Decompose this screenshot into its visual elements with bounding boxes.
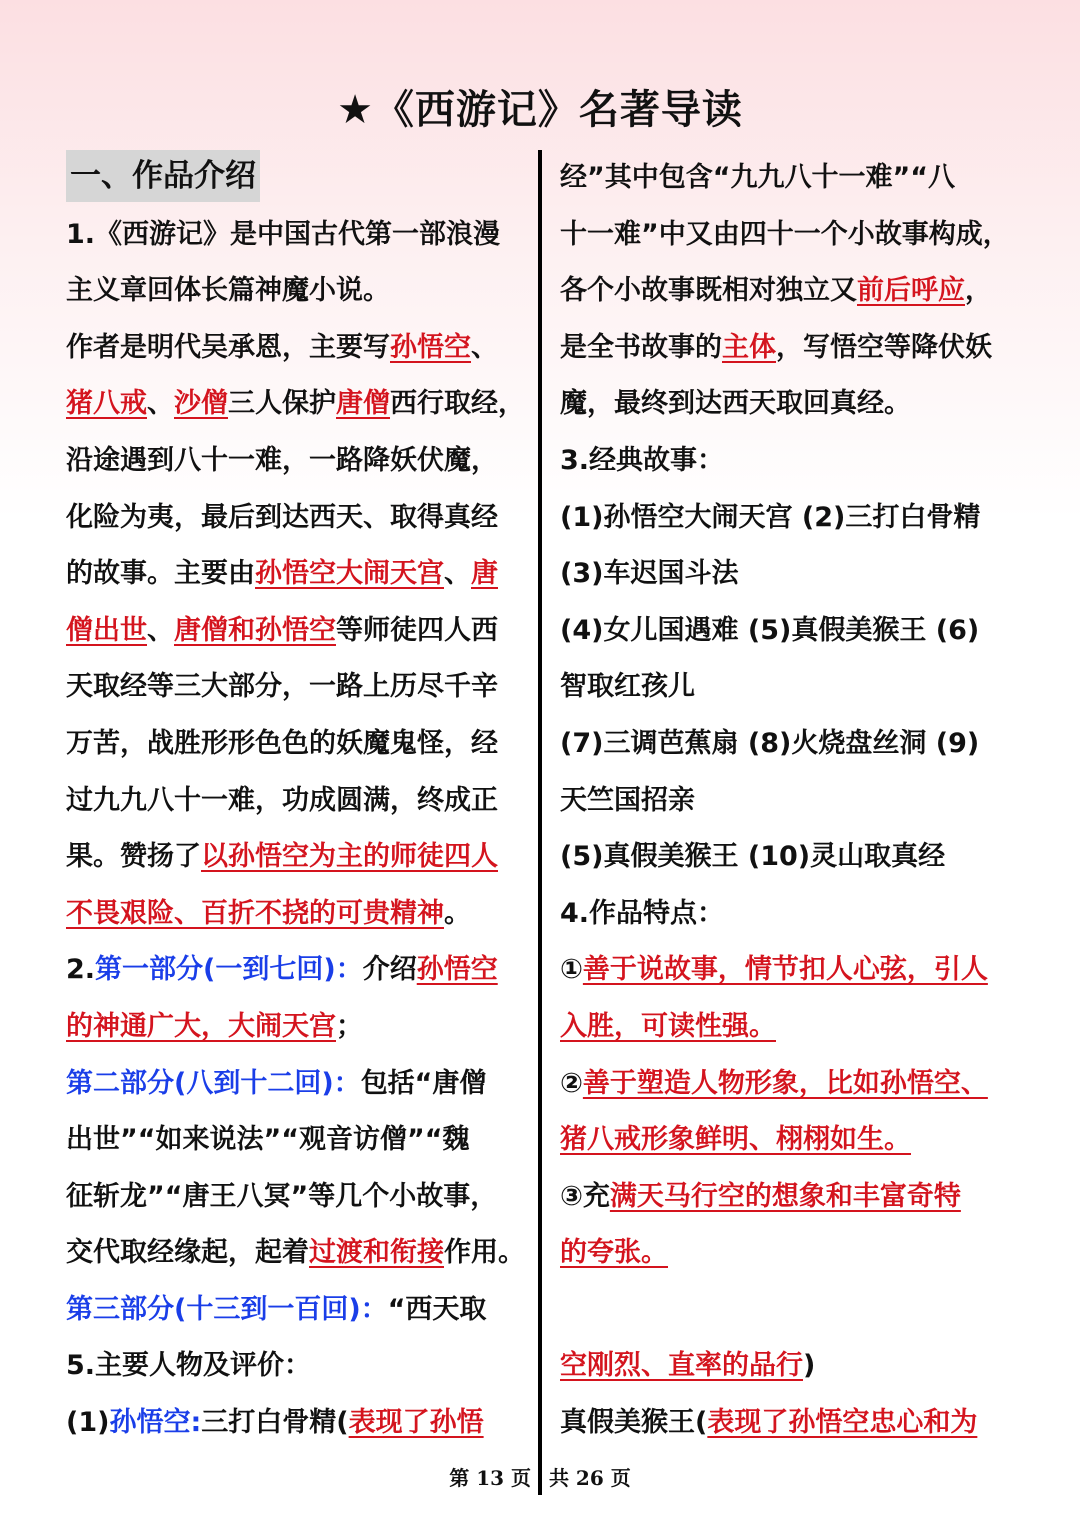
text-line [66, 207, 528, 264]
left-text-block [66, 207, 528, 1452]
body-text: 包括“唐僧 [360, 1067, 487, 1099]
text-line [560, 773, 1020, 830]
text-line [66, 829, 528, 886]
text-line [66, 1225, 528, 1282]
body-text: ，写悟空等降伏妖 [776, 331, 992, 363]
section-label: 第三部分(十三到一百回)： [66, 1293, 388, 1325]
highlight-text: 的神通广大，大闹天宫 [66, 1010, 336, 1042]
text-line [560, 546, 1020, 603]
text-line [560, 207, 1020, 264]
page-total: 共 26 页 [548, 1466, 631, 1490]
body-text: (5)真假美猴王 (10)灵山取真经 [560, 841, 946, 873]
text-line [560, 150, 1020, 207]
text-line [560, 376, 1020, 433]
highlight-text: 过渡和衔接 [309, 1237, 444, 1269]
text-line [66, 1169, 528, 1226]
body-text: 3.经典故事： [560, 444, 725, 476]
body-text: 经”其中包含“九九八十一难”“八 [560, 162, 955, 193]
body-text: 的故事。主要由 [66, 558, 255, 590]
body-text: 天取经等三大部分，一路上历尽千辛 [66, 671, 498, 703]
body-text: 作用。 [444, 1237, 525, 1269]
left-column [66, 150, 528, 1452]
body-text: 真假美猴王( [560, 1407, 708, 1439]
body-text: 1.《西游记》是中国古代第一部浪漫 [66, 218, 501, 250]
highlight-text: 孙悟空大闹天宫 [255, 558, 444, 590]
text-line [66, 716, 528, 773]
body-text: 各个小故事既相对独立又 [560, 275, 857, 307]
text-line [66, 1395, 528, 1452]
body-text: “西天取 [387, 1293, 487, 1325]
body-text: 主义章回体长篇神魔小说。 [66, 275, 390, 307]
text-line [560, 942, 1020, 999]
text-line [560, 320, 1020, 377]
text-line [66, 433, 528, 490]
highlight-text: 僧出世 [66, 614, 147, 646]
column-divider [538, 150, 542, 1495]
body-text: (7)三调芭蕉扇 (8)火烧盘丝洞 (9) [560, 727, 980, 759]
text-line [66, 1056, 528, 1113]
page-number: 第 13 页 [449, 1466, 532, 1490]
body-text: 2. [66, 954, 96, 986]
highlight-text: 猪八戒形象鲜明、栩栩如生。 [560, 1124, 911, 1156]
text-line [560, 263, 1020, 320]
section-label: 孙悟空: [109, 1407, 202, 1439]
highlight-text: 空刚烈、直率的品行 [560, 1350, 803, 1382]
body-text: 三人保护 [228, 388, 336, 420]
text-line [560, 1338, 1020, 1395]
highlight-text: 前后呼应 [857, 275, 965, 307]
highlight-text: 善于说故事，情节扣人心弦，引人 [582, 954, 988, 986]
text-line [560, 603, 1020, 660]
right-column [560, 150, 1020, 1452]
body-text: 沿途遇到八十一难，一路降妖伏魔， [66, 444, 498, 476]
text-line [560, 1169, 1020, 1226]
body-text: 万苦，战胜形形色色的妖魔鬼怪，经 [66, 727, 498, 759]
body-text: 4.作品特点： [560, 897, 725, 929]
body-text: 智取红孩儿 [560, 671, 695, 703]
text-line [66, 603, 528, 660]
text-line [66, 886, 528, 943]
highlight-text: 唐 [471, 558, 498, 590]
text-line [66, 942, 528, 999]
body-text: 天竺国招亲 [560, 784, 695, 816]
text-line [560, 1225, 1020, 1282]
text-line [66, 376, 528, 433]
body-text: ) [803, 1350, 816, 1382]
body-text: ② [560, 1067, 583, 1099]
body-text: (4)女儿国遇难 (5)真假美猴王 (6) [560, 614, 980, 646]
highlight-text: 猪八戒 [66, 388, 147, 420]
section-heading-row [66, 150, 528, 207]
body-text: 、 [471, 331, 498, 363]
highlight-text: 善于塑造人物形象，比如孙悟空、 [582, 1067, 988, 1099]
right-text-block [560, 150, 1020, 1452]
text-line [66, 546, 528, 603]
highlight-text: 孙悟空 [416, 954, 498, 986]
page-title: ★《西游记》名著导读 [337, 87, 743, 133]
text-line [66, 320, 528, 377]
highlight-text: 不畏艰险、百折不挠的可贵精神 [66, 897, 444, 929]
highlight-text: 的夸张。 [560, 1237, 668, 1269]
body-text: 5.主要人物及评价： [66, 1350, 312, 1382]
section-heading: 一、作品介绍 [66, 150, 260, 202]
body-text: 等师徒四人西 [336, 614, 498, 646]
body-text: 、 [444, 558, 471, 590]
text-line [560, 1056, 1020, 1113]
text-line [66, 1282, 528, 1339]
body-text: 十一难”中又由四十一个小故事构成， [560, 218, 1010, 250]
body-text: 。 [444, 897, 471, 929]
highlight-text: 主体 [722, 331, 776, 363]
body-text: 魔，最终到达西天取回真经。 [560, 388, 911, 420]
body-text: 介绍 [362, 954, 417, 986]
text-line [560, 999, 1020, 1056]
text-line [560, 886, 1020, 943]
body-text: ， [965, 275, 992, 307]
body-text: 、 [147, 388, 174, 420]
body-text: 化险为夷，最后到达西天、取得真经 [66, 501, 498, 533]
text-line [66, 999, 528, 1056]
highlight-text: 沙僧 [174, 388, 228, 420]
body-text: ； [336, 1010, 363, 1042]
text-line [66, 659, 528, 716]
text-line [560, 829, 1020, 886]
text-line [66, 1338, 528, 1395]
text-line [560, 1112, 1020, 1169]
section-label: 第一部分(一到七回)： [95, 954, 363, 986]
text-line [66, 263, 528, 320]
body-text: ③充 [560, 1180, 610, 1212]
highlight-text: 唐僧 [336, 388, 390, 420]
body-text: 西行取经， [390, 388, 525, 420]
body-text: 过九九八十一难，功成圆满，终成正 [66, 784, 498, 816]
highlight-text: 表现了孙悟 [348, 1407, 484, 1439]
highlight-text: 孙悟空 [390, 331, 471, 363]
body-text: 三打白骨精( [201, 1407, 349, 1439]
text-line [560, 490, 1020, 547]
body-text: ① [560, 954, 583, 986]
text-line [560, 433, 1020, 490]
body-text: 作者是明代吴承恩，主要写 [66, 331, 390, 363]
text-line [66, 490, 528, 547]
body-text: 征斩龙”“唐王八冥”等几个小故事， [66, 1180, 498, 1212]
page-footer [0, 1462, 1080, 1491]
text-line [560, 1282, 1020, 1339]
highlight-text: 入胜，可读性强。 [560, 1010, 776, 1042]
body-text: 、 [147, 614, 174, 646]
text-line [66, 773, 528, 830]
body-text: 果。赞扬了 [66, 841, 201, 873]
highlight-text: 满天马行空的想象和丰富奇特 [609, 1180, 961, 1212]
text-line [560, 659, 1020, 716]
text-line [66, 1112, 528, 1169]
section-label: 第二部分(八到十二回)： [66, 1067, 361, 1099]
highlight-text: 以孙悟空为主的师徒四人 [201, 841, 498, 873]
body-text: 是全书故事的 [560, 331, 722, 363]
text-line [560, 1395, 1020, 1452]
body-text: (1) [66, 1407, 110, 1439]
text-line [560, 716, 1020, 773]
body-text: (3)车迟国斗法 [560, 558, 739, 590]
body-text: 出世”“如来说法”“观音访僧”“魏 [66, 1124, 470, 1156]
body-text: (1)孙悟空大闹天宫 (2)三打白骨精 [560, 501, 981, 533]
body-text: 交代取经缘起，起着 [66, 1237, 309, 1269]
highlight-text: 唐僧和孙悟空 [174, 614, 336, 646]
highlight-text: 表现了孙悟空忠心和为 [707, 1407, 978, 1439]
